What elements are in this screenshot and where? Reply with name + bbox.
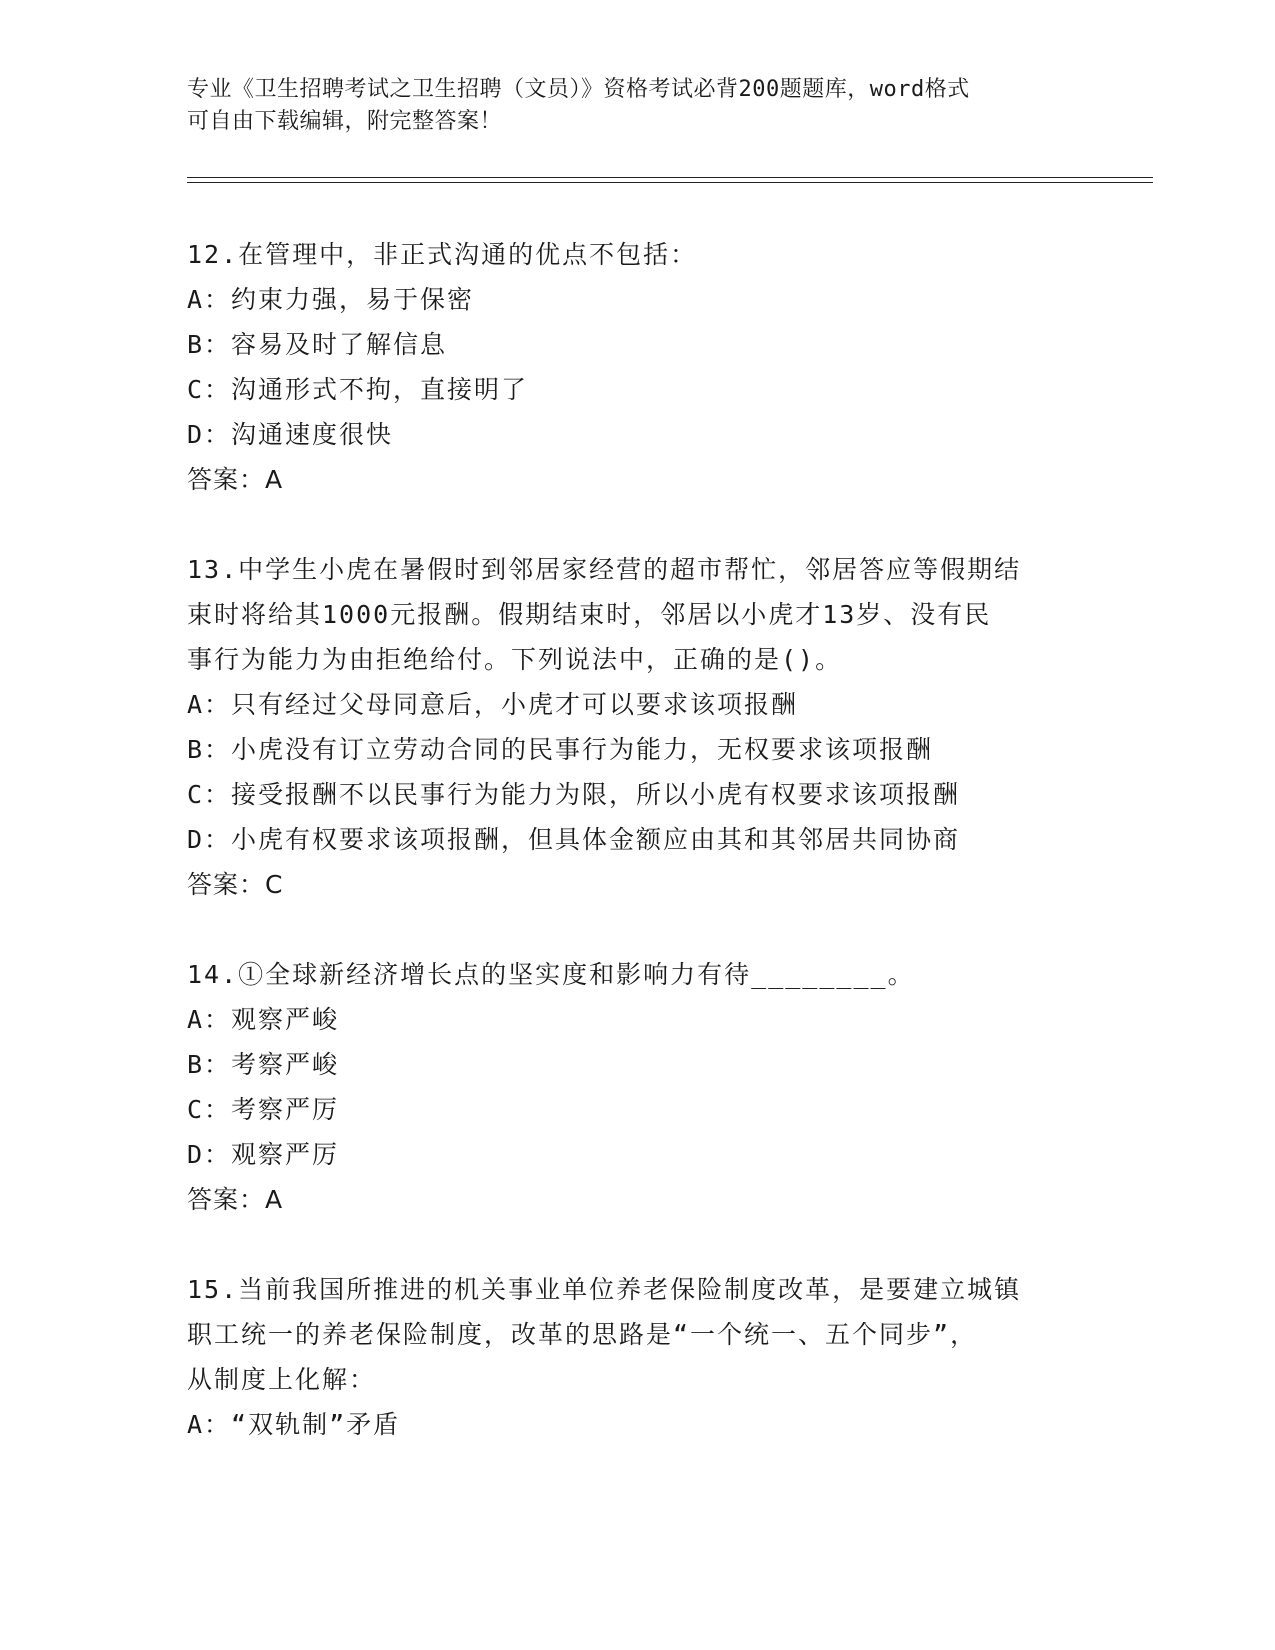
option-b: B：小虎没有订立劳动合同的民事行为能力，无权要求该项报酬 <box>187 735 934 764</box>
option-d: D：观察严厉 <box>187 1140 340 1169</box>
option-c: C：接受报酬不以民事行为能力为限，所以小虎有权要求该项报酬 <box>187 780 961 809</box>
question-stem: 15.当前我国所推进的机关事业单位养老保险制度改革，是要建立城镇 <box>187 1275 1022 1304</box>
question-stem: 13.中学生小虎在暑假时到邻居家经营的超市帮忙，邻居答应等假期结 <box>187 555 1022 584</box>
question-stem: 12.在管理中，非正式沟通的优点不包括： <box>187 240 698 269</box>
document-header <box>187 74 1087 138</box>
question-stem: 14.①全球新经济增长点的坚实度和影响力有待________。 <box>187 960 915 989</box>
answer-line: 答案：A <box>187 1185 284 1214</box>
question-13 <box>187 547 1087 907</box>
option-a: A：“双轨制”矛盾 <box>187 1410 401 1439</box>
question-14 <box>187 952 1087 1222</box>
question-stem: 事行为能力为由拒绝给付。下列说法中，正确的是()。 <box>187 645 843 674</box>
answer-line: 答案：A <box>187 465 284 494</box>
option-b: B：考察严峻 <box>187 1050 340 1079</box>
option-a: A：只有经过父母同意后，小虎才可以要求该项报酬 <box>187 690 799 719</box>
option-a: A：约束力强，易于保密 <box>187 285 475 314</box>
header-divider <box>187 177 1153 183</box>
option-d: D：小虎有权要求该项报酬，但具体金额应由其和其邻居共同协商 <box>187 825 961 854</box>
question-15 <box>187 1267 1087 1447</box>
option-c: C：沟通形式不拘，直接明了 <box>187 375 529 404</box>
option-c: C：考察严厉 <box>187 1095 340 1124</box>
answer-line: 答案：C <box>187 870 284 899</box>
question-list <box>187 232 1087 1492</box>
question-stem: 从制度上化解： <box>187 1365 377 1394</box>
question-stem: 束时将给其1000元报酬。假期结束时，邻居以小虎才13岁、没有民 <box>187 600 992 629</box>
option-b: B：容易及时了解信息 <box>187 330 448 359</box>
option-a: A：观察严峻 <box>187 1005 340 1034</box>
option-d: D：沟通速度很快 <box>187 420 394 449</box>
question-stem: 职工统一的养老保险制度，改革的思路是“一个统一、五个同步”， <box>187 1320 978 1349</box>
header-line-1: 专业《卫生招聘考试之卫生招聘（文员）》资格考试必背200题题库，word格式 <box>187 77 970 102</box>
header-line-2: 可自由下载编辑，附完整答案！ <box>187 109 503 134</box>
question-12 <box>187 232 1087 502</box>
